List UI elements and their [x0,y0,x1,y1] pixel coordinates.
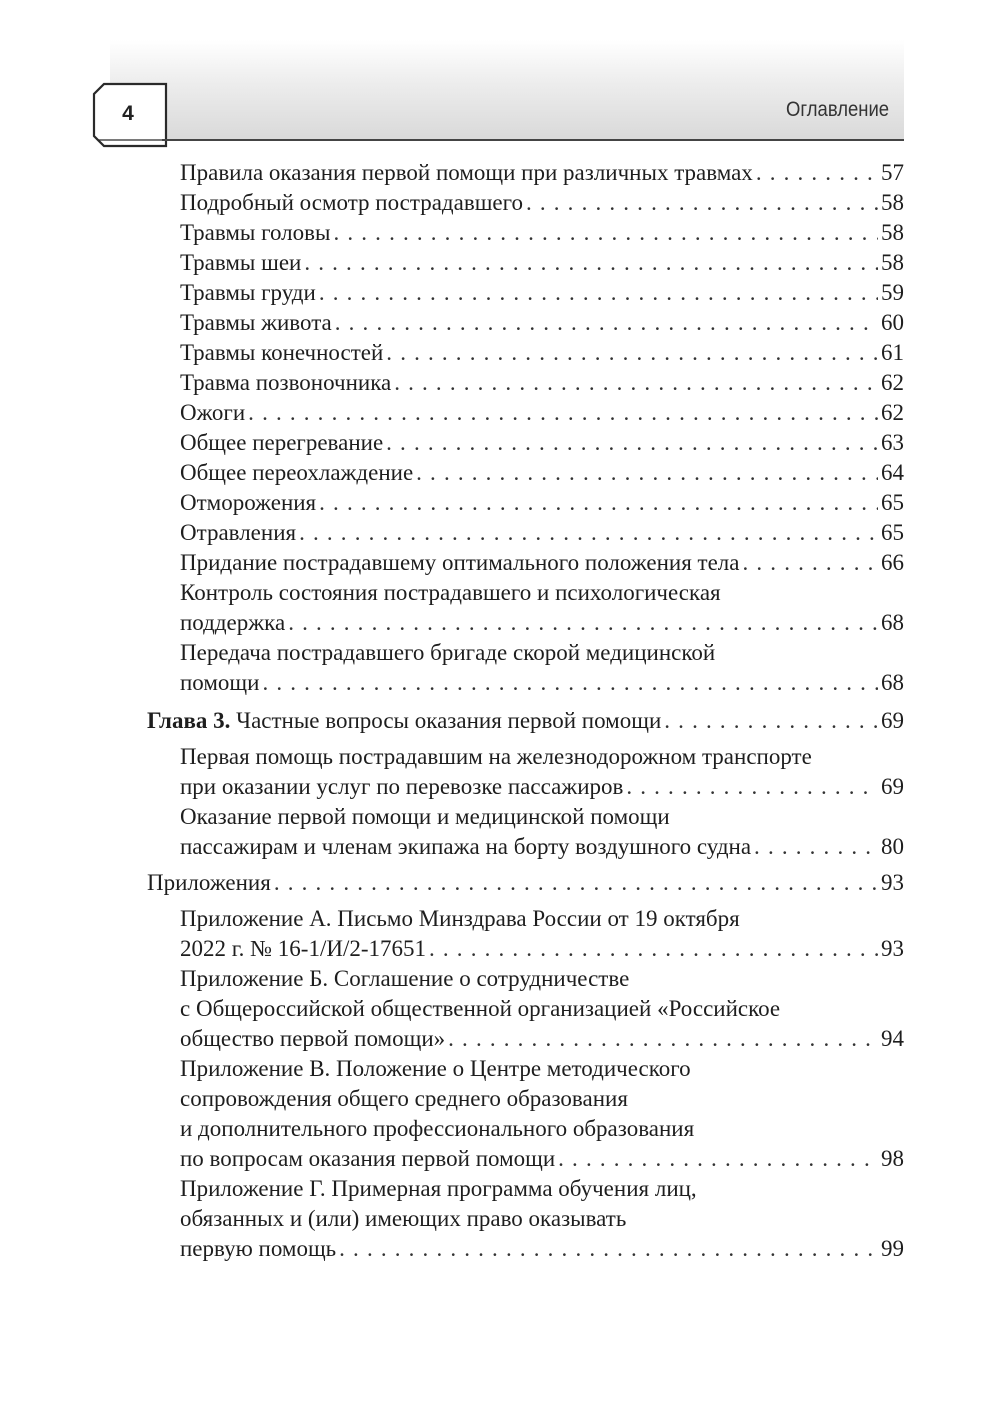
toc-entry-line [180,742,904,772]
toc-entry [180,934,904,964]
toc-entry [180,218,904,248]
toc-entry-title: Передача пострадавшего бригаде скорой медицинской [180,640,716,665]
toc-entry-page: 64 [881,460,904,485]
toc-entry-page: 60 [881,310,904,335]
toc-entry [180,832,904,862]
dot-leader [526,188,878,218]
toc-entry-page: 63 [881,430,904,455]
toc-entry-line [180,802,904,832]
dot-leader [335,308,878,338]
toc-entry-page: 62 [881,370,904,395]
toc-entry-page: 80 [881,834,904,859]
toc-entry-title: обязанных и (или) имеющих право оказывать [180,1206,627,1231]
toc-entry [180,338,904,368]
toc-entry-title: Травмы шеи [180,250,302,275]
toc-entry-title: Приложение А. Письмо Минздрава России от 19 октября [180,906,740,931]
toc-entry-page: 62 [881,400,904,425]
toc-entry-line [180,964,904,994]
page-number: 4 [122,102,134,125]
toc-entry-page: 93 [881,936,904,961]
toc-entry-title: общество первой помощи» [180,1026,446,1051]
dot-leader [333,218,878,248]
toc-entry-title: Частные вопросы оказания первой помощи [236,708,662,733]
dot-leader [386,428,878,458]
toc-entry [180,458,904,488]
dot-leader [274,868,878,898]
toc-entry-line [180,578,904,608]
toc-entry-title: Травмы головы [180,220,331,245]
toc-entry [180,248,904,278]
dot-leader [288,608,878,638]
toc-entry-page: 98 [881,1146,904,1171]
chapter-label: Глава 3. [147,708,231,733]
dot-leader [248,398,878,428]
toc-entry-title: Ожоги [180,400,246,425]
dot-leader [394,368,878,398]
dot-leader [754,832,878,862]
toc-entry-page: 65 [881,490,904,515]
toc-entry-page: 99 [881,1236,904,1261]
toc-entry-page: 68 [881,670,904,695]
toc-entry [180,1144,904,1174]
toc-entry-line [180,1174,904,1204]
toc-entry-title: с Общероссийской общественной организацией «Российское [180,996,781,1021]
toc-section-entry [147,868,904,898]
dot-leader [304,248,878,278]
dot-leader [448,1024,878,1054]
dot-leader [339,1234,878,1264]
toc-entry-title: Правила оказания первой помощи при различных травмах [180,160,753,185]
toc-entry-page: 93 [881,870,904,895]
toc-entry-title: 2022 г. № 16-1/И/2-17651 [180,936,426,961]
toc-entry-title: при оказании услуг по перевозке пассажиров [180,774,624,799]
toc-entry [180,668,904,698]
toc-entry-line [180,1204,904,1234]
dot-leader [319,488,878,518]
toc-entry [180,368,904,398]
toc-entry [180,518,904,548]
toc-entry [180,548,904,578]
toc-entry-title: Придание пострадавшему оптимального положения тела [180,550,740,575]
toc-entry-page: 65 [881,520,904,545]
toc-entry-title: Приложение В. Положение о Центре методического [180,1056,691,1081]
dot-leader [664,706,878,736]
toc-entry-title: Травма позвоночника [180,370,392,395]
toc-entry [180,308,904,338]
toc-entry-line [180,1114,904,1144]
toc-entry-title: Отморожения [180,490,317,515]
toc-entry-title: Травмы живота [180,310,332,335]
toc-entry-page: 58 [881,250,904,275]
toc-entry-page: 68 [881,610,904,635]
toc-entry-line [180,1054,904,1084]
toc-entry-page: 69 [881,708,904,733]
toc-entry-page: 58 [881,190,904,215]
toc-entry-title: Общее переохлаждение [180,460,414,485]
toc-entry-title: поддержка [180,610,286,635]
toc-entry-page: 66 [881,550,904,575]
toc-entry-title: Оказание первой помощи и медицинской помощи [180,804,670,829]
toc-entry-page: 57 [881,160,904,185]
toc-entry-title: Первая помощь пострадавшим на железнодорожном транспорте [180,744,812,769]
toc-entry-page: 59 [881,280,904,305]
toc-entry [180,278,904,308]
dot-leader [743,548,879,578]
toc-entry [180,158,904,188]
toc-entry-page: 94 [881,1026,904,1051]
toc-entry-title: и дополнительного профессионального образования [180,1116,695,1141]
toc-entry-page: 69 [881,774,904,799]
toc-entry [180,1234,904,1264]
dot-leader [558,1144,878,1174]
toc-entry-title: Приложение Г. Примерная программа обучения лиц, [180,1176,697,1201]
dot-leader [429,934,878,964]
dot-leader [299,518,878,548]
toc-entry-title: Отравления [180,520,297,545]
toc-entry [180,398,904,428]
toc-entry-title: Приложения [147,870,271,895]
toc-entry [180,1024,904,1054]
toc-entry-page: 61 [881,340,904,365]
toc-entry-title: Приложение Б. Соглашение о сотрудничестве [180,966,630,991]
toc-entry-title: помощи [180,670,260,695]
running-head: Оглавление [785,98,889,121]
toc-entry-line [180,638,904,668]
dot-leader [262,668,878,698]
toc-entry-title: сопровождения общего среднего образования [180,1086,628,1111]
toc-entry-line [180,994,904,1024]
dot-leader [756,158,878,188]
toc-entry [180,488,904,518]
toc-entry-page: 58 [881,220,904,245]
toc-entry [180,428,904,458]
toc-entry [180,188,904,218]
toc-entry-line [180,1084,904,1114]
dot-leader [319,278,878,308]
toc-entry [180,608,904,638]
dot-leader [626,772,878,802]
toc-entry-line [180,904,904,934]
toc-entry-title: Контроль состояния пострадавшего и психологическая [180,580,721,605]
toc-entry-title: пассажирам и членам экипажа на борту воздушного судна [180,834,752,859]
toc-chapter-entry [147,706,904,736]
toc-entry-title: по вопросам оказания первой помощи [180,1146,556,1171]
toc-entry [180,772,904,802]
toc-entry-title: Общее перегревание [180,430,384,455]
toc-entry-title: Травмы конечностей [180,340,384,365]
dot-leader [386,338,878,368]
toc-entry-title: Подробный осмотр пострадавшего [180,190,523,215]
dot-leader [416,458,878,488]
toc-entry-title: первую помощь [180,1236,337,1261]
toc-entry-title: Травмы груди [180,280,316,305]
